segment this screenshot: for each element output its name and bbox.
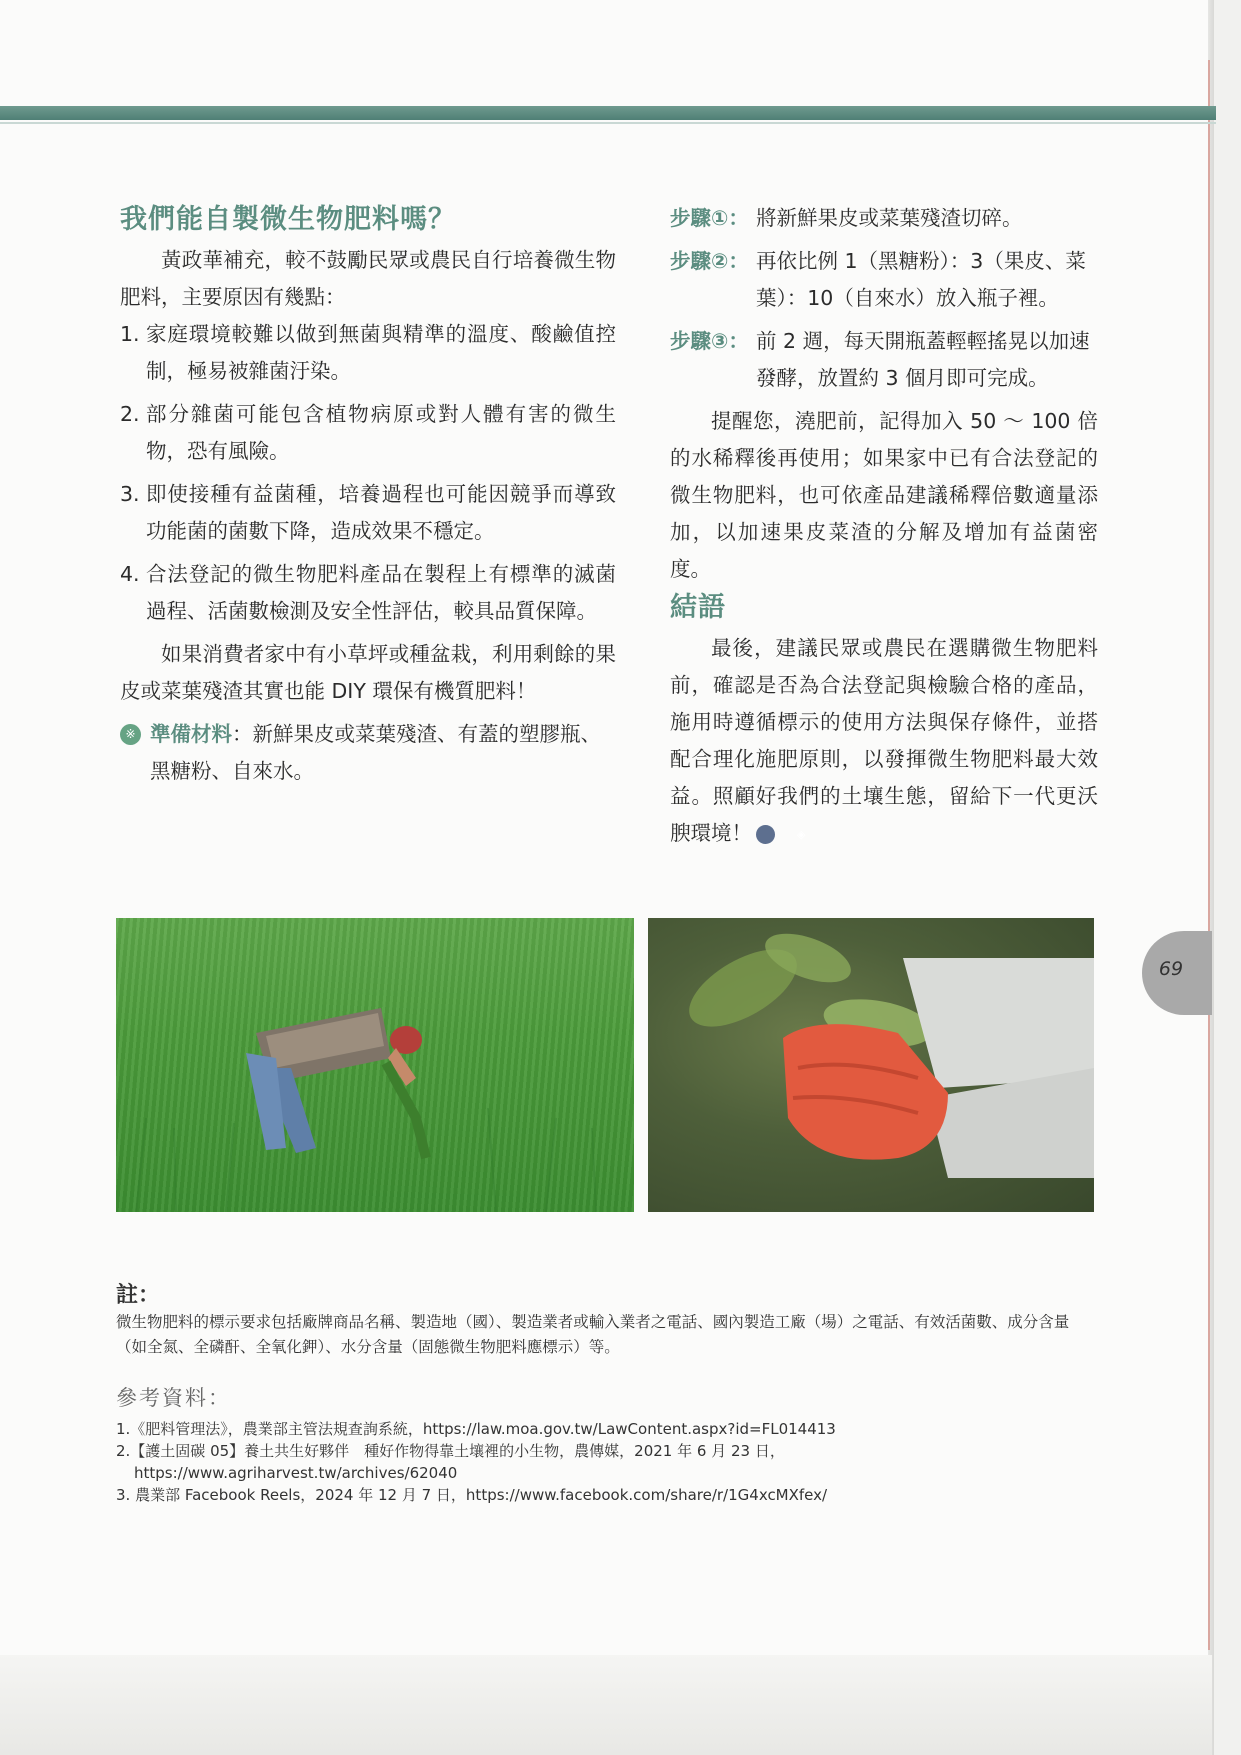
- reference-item: 3. 農業部 Facebook Reels，2024 年 12 月 7 日，https://www.facebook.com/share/r/1G4xcMXfex/: [116, 1486, 828, 1504]
- reference-item: 1.《肥料管理法》，農業部主管法規查詢系統，https://law.moa.gov.tw/LawContent.aspx?id=FL014413: [116, 1420, 836, 1438]
- reference-item: 2.【護土固碳 05】養土共生好夥伴 種好作物得靠土壤裡的小生物，農傳媒，2021 年 6 月 23 日，https://www.agriharvest.tw/archives/62040: [116, 1442, 785, 1482]
- right-column: [670, 200, 1098, 852]
- list-item-text: 部分雜菌可能包含植物病原或對人體有害的微生物，恐有風險。: [146, 402, 616, 463]
- list-item-text: 即使接種有益菌種，培養過程也可能因競爭而導致功能菌的菌數下降，造成效果不穩定。: [146, 482, 616, 543]
- conclusion-text: 最後，建議民眾或農民在選購微生物肥料前，確認是否為合法登記與檢驗合格的產品，施用時遵循標示的使用方法與保存條件，並搭配合理化施肥原則，以發揮微生物肥料最大效益。照顧好我們的土壤生態，留給下一代更沃腴環境！: [670, 636, 1098, 845]
- list-number: 2.: [120, 402, 140, 426]
- step-label: 步驟②：: [670, 249, 749, 273]
- list-item-text: 家庭環境較難以做到無菌與精準的溫度、酸鹼值控制，極易被雜菌汙染。: [146, 322, 616, 383]
- header-rule-thin: [0, 122, 1216, 124]
- list-item: [120, 396, 616, 470]
- list-number: 4.: [120, 562, 140, 586]
- next-page-strip: [1214, 0, 1241, 1755]
- step-text: 前 2 週，每天開瓶蓋輕輕搖晃以加速發酵，放置約 3 個月即可完成。: [756, 329, 1090, 390]
- asterisk-icon: ※: [120, 724, 141, 745]
- header-rule: [0, 106, 1216, 120]
- references-title: 參考資料：: [116, 1386, 231, 1410]
- farmer-illustration: [116, 918, 634, 1212]
- prep-text: ：新鮮果皮或菜葉殘渣、有蓋的塑膠瓶、黑糖粉、自來水。: [150, 722, 601, 783]
- page-bottom-shadow: [0, 1655, 1212, 1755]
- page-number: 69: [1158, 958, 1184, 980]
- step-label: 步驟①：: [670, 206, 749, 230]
- photo-gloved-hand-leaves: [648, 918, 1094, 1212]
- intro-paragraph: 黃政華補充，較不鼓勵民眾或農民自行培養微生物肥料，主要原因有幾點：: [120, 248, 616, 309]
- conclusion-paragraph: [670, 630, 1098, 852]
- section-title-conclusion: 結語: [670, 592, 726, 623]
- photo-farmer-in-rice-field: [116, 918, 634, 1212]
- step-text: 再依比例 1（黑糖粉）：3（果皮、菜葉）：10（自來水）放入瓶子裡。: [756, 249, 1086, 310]
- note-label: 註：: [116, 1283, 161, 1308]
- note-text: 微生物肥料的標示要求包括廠牌商品名稱、製造地（國）、製造業者或輸入業者之電話、國內製造工廠（場）之電話、有效活菌數、成分含量（如全氮、全磷酐、全氧化鉀）、水分含量（固態微生物肥料應標示）等。: [116, 1313, 1070, 1356]
- page-edge-line: [1208, 60, 1210, 1650]
- left-column: [120, 200, 616, 790]
- step-2: [670, 243, 1098, 317]
- diy-paragraph: 如果消費者家中有小草坪或種盆栽，利用剩餘的果皮或菜葉殘渣其實也能 DIY 環保有機質肥料！: [120, 642, 616, 703]
- list-number: 3.: [120, 482, 140, 506]
- step-label: 步驟③：: [670, 329, 749, 353]
- list-item: [120, 316, 616, 390]
- list-item: [120, 556, 616, 630]
- reminder-paragraph: 提醒您，澆肥前，記得加入 50 ～ 100 倍的水稀釋後再使用；如果家中已有合法登記的微生物肥料，也可依產品建議稀釋倍數適量添加，以加速果皮菜渣的分解及增加有益菌密度。: [670, 409, 1098, 581]
- step-text: 將新鮮果皮或菜葉殘渣切碎。: [756, 206, 1023, 230]
- step-1: [670, 200, 1098, 237]
- prep-label: 準備材料: [150, 722, 232, 746]
- end-mark-icon: ◈: [756, 825, 775, 844]
- list-number: 1.: [120, 322, 140, 346]
- list-item: [120, 476, 616, 550]
- reasons-list: [120, 316, 616, 630]
- list-item-text: 合法登記的微生物肥料產品在製程上有標準的滅菌過程、活菌數檢測及安全性評估，較具品質保障。: [146, 562, 616, 623]
- glove-illustration: [648, 918, 1094, 1212]
- prep-materials: [120, 716, 616, 790]
- step-3: [670, 323, 1098, 397]
- references-list: [116, 1418, 1096, 1506]
- section-title-diy: 我們能自製微生物肥料嗎？: [120, 204, 456, 235]
